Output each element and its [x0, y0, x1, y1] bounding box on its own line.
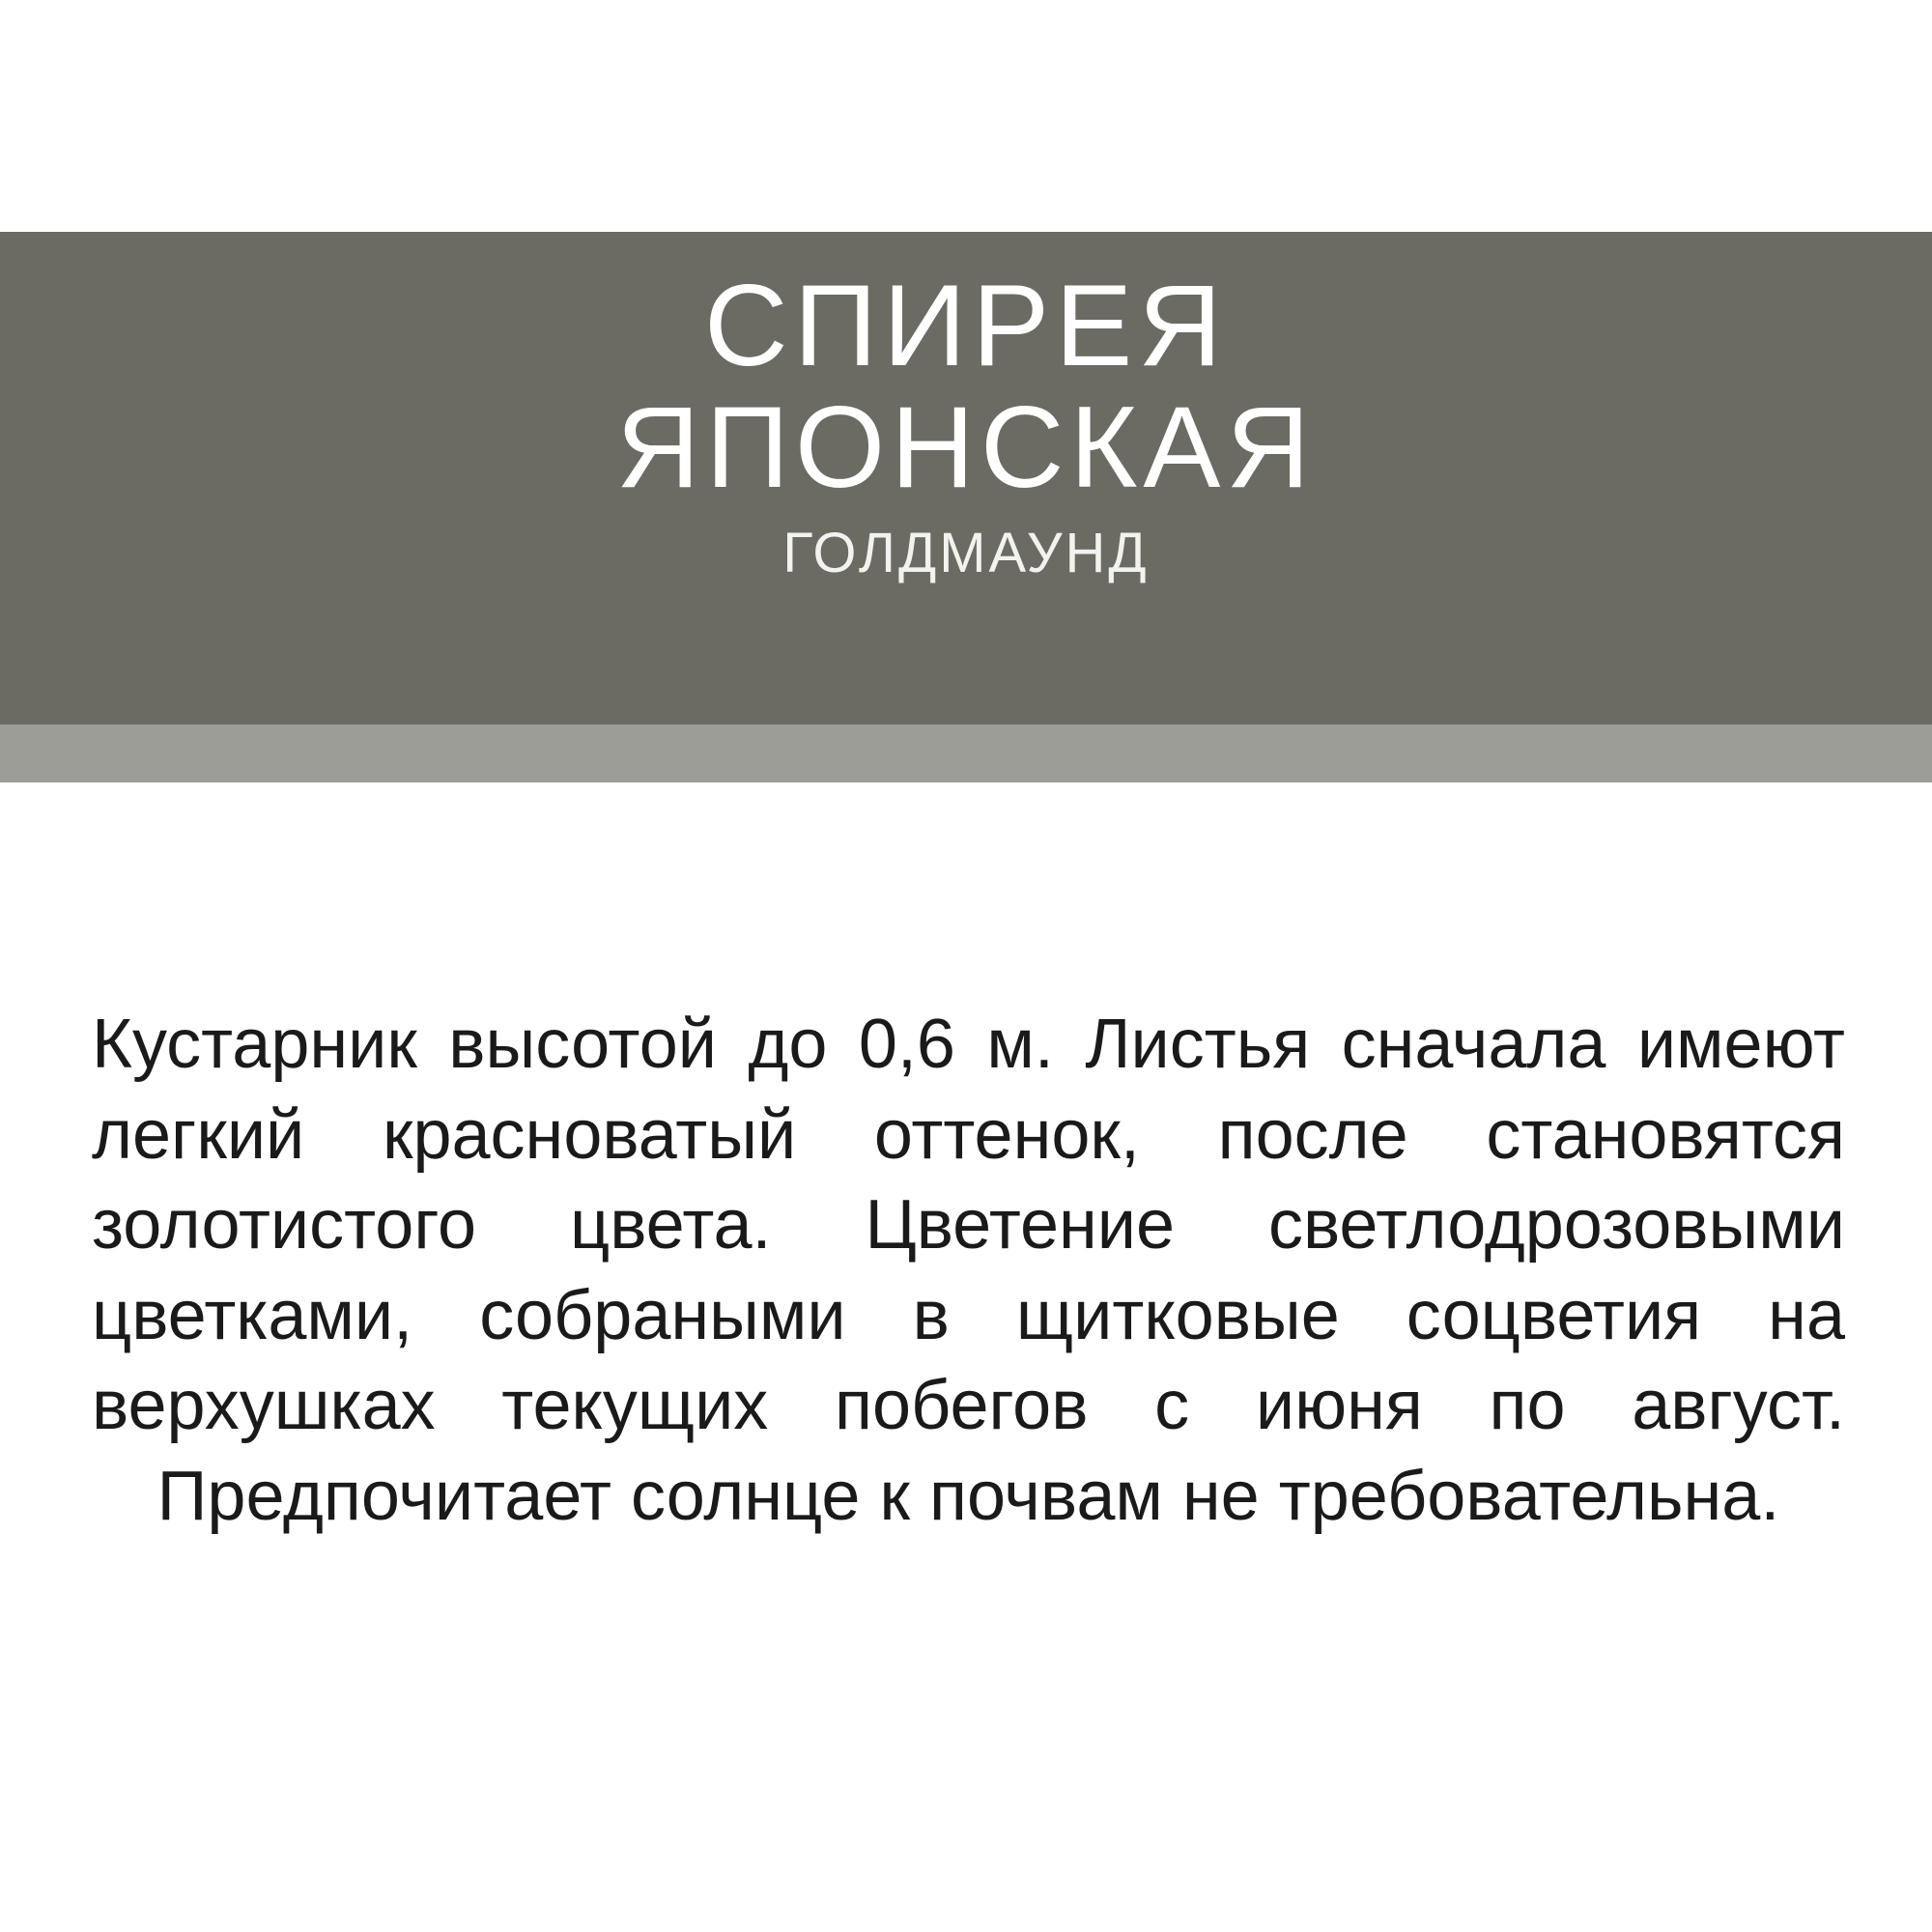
card-header-banner [0, 232, 1932, 724]
plant-name-line-2: ЯПОНСКАЯ [615, 383, 1317, 513]
plant-cultivar-name: ГОЛДМАУНД [782, 521, 1150, 584]
plant-description-text: Кустарник высотой до 0,6 м. Листья сначала имеют легкий красноватый оттенок, после становятся золотистого цвета. Цветение светлодрозовыми цветками, собраными в щитковые соцветия на верхушках текущих побегов с июня по август. Предпочитает солнце к почвам не требовательна. [92, 1006, 1845, 1535]
accent-stripe-divider [0, 724, 1932, 782]
plant-name-line-1: СПИРЕЯ [704, 261, 1228, 390]
